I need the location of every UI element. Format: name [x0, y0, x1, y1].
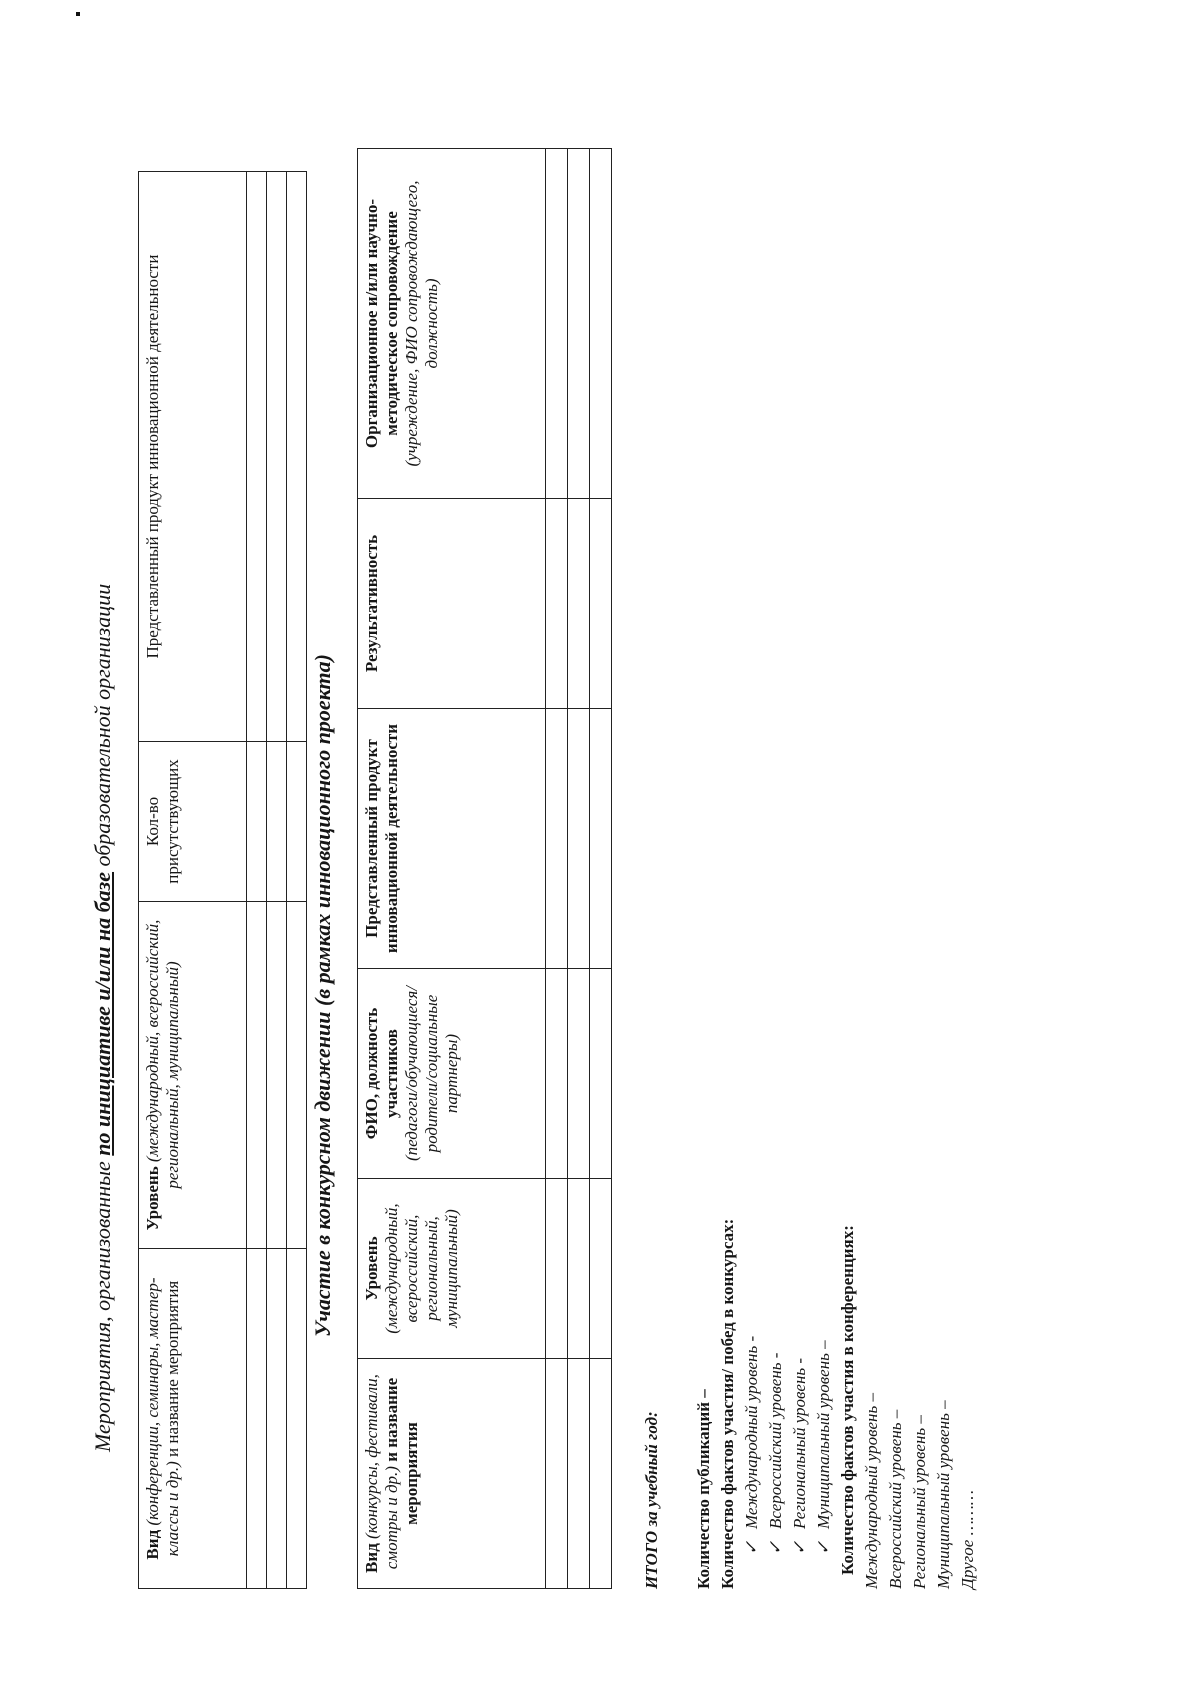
contest-level-item: ✓Муниципальный уровень –	[812, 1219, 836, 1589]
table-row	[568, 149, 590, 1589]
checkmark-icon: ✓	[742, 1540, 761, 1555]
checkmark-icon: ✓	[814, 1540, 833, 1555]
conference-level-item: Всероссийский уровень –	[886, 1409, 905, 1589]
table-row	[247, 172, 267, 1589]
contest-level-item: ✓Всероссийский уровень -	[764, 1219, 788, 1589]
contests-count: Количество фактов участия/ побед в конкурсах:	[718, 1218, 737, 1589]
table-header-row	[358, 149, 546, 1589]
contests-table	[357, 148, 612, 1589]
header-type: Вид (конференции, семинары, мастер-классы и др.) и название мероприятия	[139, 1249, 247, 1589]
conferences-count: Количество фактов участия в конференциях:	[838, 1225, 857, 1575]
header-type: Вид (конкурсы, фестивали, смотры и др.) и название мероприятия	[358, 1359, 546, 1589]
header-participants: ФИО, должность участников (педагоги/обучающиеся/родители/социальные партнеры)	[358, 969, 546, 1179]
header-level: Уровень (международный, всероссийский, региональный, муниципальный)	[139, 902, 247, 1249]
conference-level-item: Международный уровень –	[862, 1393, 881, 1589]
table-row	[590, 149, 612, 1589]
conference-level-item: Другое ………	[958, 1490, 977, 1589]
title-underlined: по инициативе и/или на базе	[90, 871, 115, 1156]
table-row	[287, 172, 307, 1589]
header-results: Результативность	[358, 499, 546, 709]
contest-level-item: ✓Региональный уровень -	[788, 1219, 812, 1589]
table2-title: Участие в конкурсном движении (в рамках инновационного проекта)	[310, 654, 335, 1337]
header-count: Кол-во присутствующих	[139, 742, 247, 902]
header-product: Представленный продукт инновационной деятельности	[139, 172, 247, 742]
events-table	[138, 171, 307, 1589]
header-level: Уровень (международный, всероссийский, региональный, муниципальный)	[358, 1179, 546, 1359]
table-row	[267, 172, 287, 1589]
table-row	[546, 149, 568, 1589]
header-product: Представленный продукт инновационной деятельности	[358, 709, 546, 969]
table-header-row	[139, 172, 247, 1589]
summary-block	[640, 1219, 980, 1589]
publications-count: Количество публикаций –	[694, 1389, 713, 1589]
summary-heading: ИТОГО за учебный год:	[642, 1411, 661, 1589]
table1-title: Мероприятия, организованные по инициативе и/или на базе образовательной организации	[90, 583, 115, 1452]
conference-level-item: Муниципальный уровень –	[934, 1400, 953, 1589]
checkmark-icon: ✓	[790, 1540, 809, 1555]
checkmark-icon: ✓	[766, 1540, 785, 1555]
header-support: Организационное и/или научно-методическое сопровождение (учреждение, ФИО сопровождающего, должность)	[358, 149, 546, 499]
conference-level-item: Региональный уровень –	[910, 1415, 929, 1589]
contest-level-item: ✓Международный уровень -	[740, 1219, 764, 1589]
